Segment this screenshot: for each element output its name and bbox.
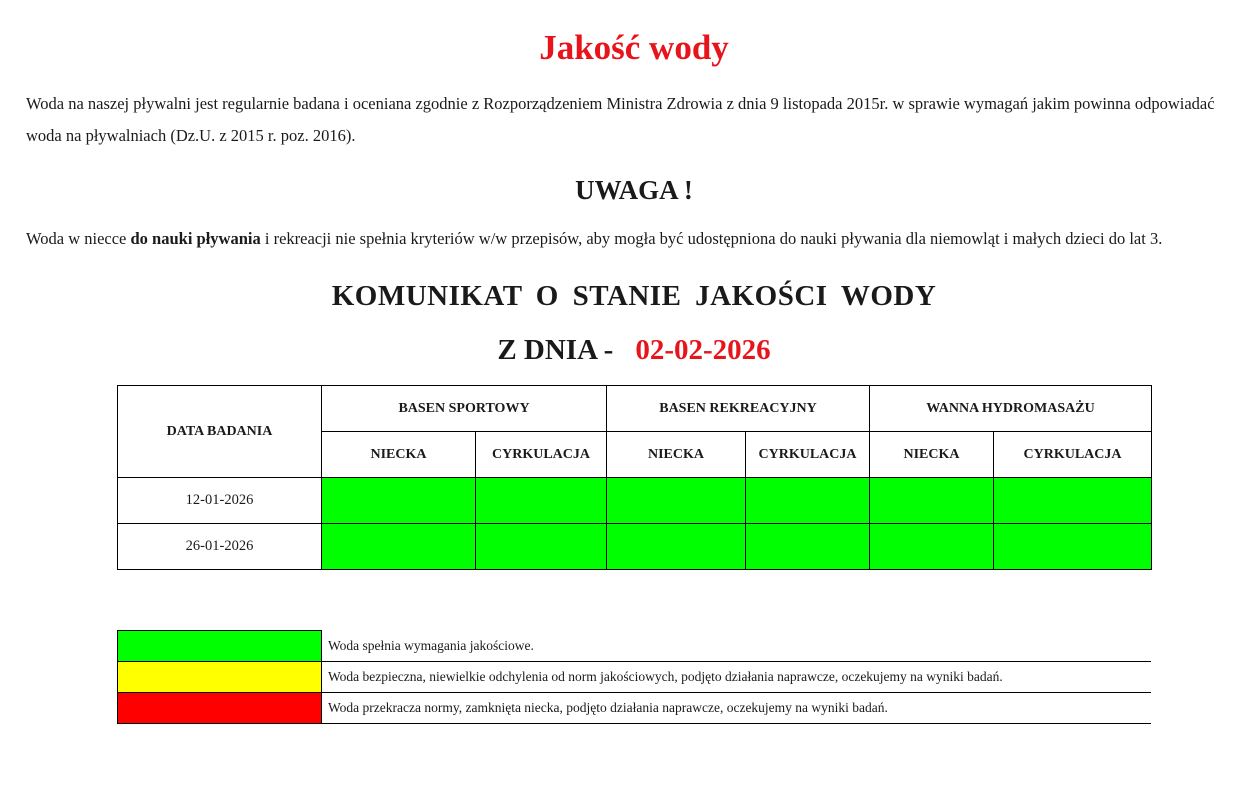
legend-text: Woda bezpieczna, niewielkie odchylenia od norm jakościowych, podjęto działania naprawcze, oczekujemy na wyniki badań. — [322, 662, 1152, 693]
status-cell — [746, 524, 870, 570]
subheader-niecka: NIECKA — [322, 432, 476, 478]
row-date: 26-01-2026 — [118, 524, 322, 570]
water-quality-table — [117, 385, 1152, 570]
legend-text: Woda spełnia wymagania jakościowe. — [322, 631, 1152, 662]
status-cell — [746, 478, 870, 524]
status-cell — [870, 524, 994, 570]
intro-paragraph: Woda na naszej pływalni jest regularnie badana i oceniana zgodnie z Rozporządzeniem Ministra Zdrowia z dnia 9 listopada 2015r. w sprawie wymagań jakim powinna odpowiadać woda na pływalniach (Dz.U. z 2015 r. poz. 2016). — [26, 94, 1215, 145]
header-pool-hydromassage: WANNA HYDROMASAŻU — [870, 386, 1152, 432]
warning-text-bold: do nauki pływania — [130, 229, 261, 248]
header-date: DATA BADANIA — [118, 386, 322, 478]
subheader-cyrkulacja: CYRKULACJA — [476, 432, 607, 478]
legend-swatch-red — [118, 693, 322, 724]
status-cell — [476, 478, 607, 524]
row-date: 12-01-2026 — [118, 478, 322, 524]
status-cell — [322, 478, 476, 524]
status-cell — [322, 524, 476, 570]
warning-text-end: i rekreacji nie spełnia kryteriów w/w przepisów, aby mogła być udostępniona do nauki pływania dla niemowląt i małych dzieci do lat 3. — [260, 229, 1163, 248]
legend-item — [118, 693, 1152, 724]
header-pool-sports: BASEN SPORTOWY — [322, 386, 607, 432]
komunikat-heading: KOMUNIKAT O STANIE JAKOŚCI WODY — [331, 280, 937, 312]
legend-swatch-yellow — [118, 662, 322, 693]
report-date-value: 02-02-2026 — [635, 334, 771, 366]
warning-heading: UWAGA ! — [575, 175, 693, 205]
color-legend — [117, 630, 1151, 724]
legend-item — [118, 662, 1152, 693]
status-cell — [994, 524, 1152, 570]
table-row — [118, 524, 1152, 570]
report-date-heading — [0, 334, 1253, 367]
subheader-niecka: NIECKA — [607, 432, 746, 478]
subheader-niecka: NIECKA — [870, 432, 994, 478]
legend-swatch-green — [118, 631, 322, 662]
legend-text: Woda przekracza normy, zamknięta niecka, podjęto działania naprawcze, oczekujemy na wyniki badań. — [322, 693, 1152, 724]
page-title: Jakość wody — [539, 28, 729, 67]
warning-text-start: Woda w niecce — [26, 229, 131, 248]
table-header-row — [118, 386, 1152, 432]
table-row — [118, 478, 1152, 524]
subheader-cyrkulacja: CYRKULACJA — [746, 432, 870, 478]
header-pool-recreation: BASEN REKREACYJNY — [607, 386, 870, 432]
legend-item — [118, 631, 1152, 662]
warning-text — [26, 228, 1253, 250]
status-cell — [870, 478, 994, 524]
status-cell — [607, 524, 746, 570]
report-date-prefix: Z DNIA - — [497, 334, 614, 366]
status-cell — [994, 478, 1152, 524]
subheader-cyrkulacja: CYRKULACJA — [994, 432, 1152, 478]
status-cell — [607, 478, 746, 524]
status-cell — [476, 524, 607, 570]
